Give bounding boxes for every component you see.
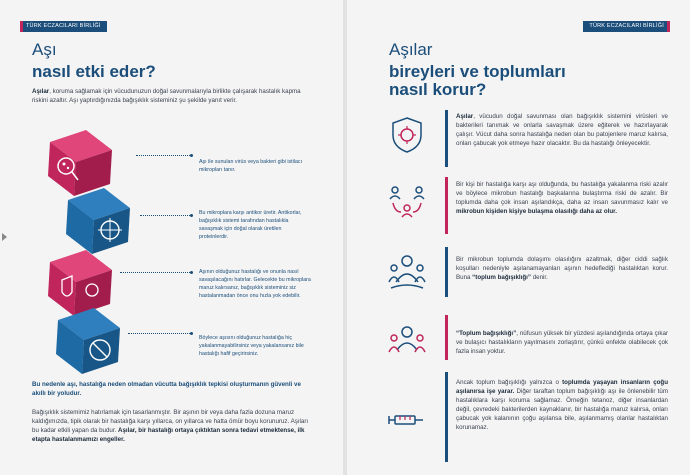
block-5-bold: toplumda yaşayan insanların çoğu aşılanırsa işe yarar.: [456, 379, 668, 395]
vaccine-syringe-icon: [387, 400, 427, 440]
right-block-1: [456, 112, 668, 148]
right-title-bold-1: bireyleri ve toplumları: [389, 62, 566, 81]
step-dot: [190, 154, 193, 157]
block-divider: [445, 315, 448, 360]
virus-shield-icon: [387, 115, 427, 155]
left-title-bold: nasıl etki eder?: [32, 62, 156, 81]
header-tag-left: TÜRK ECZACILARI BİRLİĞİ: [20, 21, 107, 32]
block-2-rest: Bir kişi bir hastalığa karşı aşı olduğunda, bu hastalığa yakalanma riski azalır ve böylece mikrobun hastalığı başkalarına bulaştırma riski de azalır. Bir toplumda daha çok insan aşılandıkça, daha az insan savunmasız kalır ve: [456, 181, 668, 206]
block-5-pre: Ancak toplum bağışıklığı yalnızca o: [456, 379, 563, 386]
closing-bold: Aşılar, bir hastalığı ortaya çıktıktan sonra tedavi etmektense, ilk etapta hastalanmamızı engeller.: [32, 427, 305, 443]
previous-page-arrow-icon[interactable]: [2, 233, 7, 241]
intro-rest: , koruma sağlamak için vücudunuzun doğal savunmalarıyla birlikte çalışarak hastalık kapma riskini azaltır. Aşı yaptırdığınızda bağışıklık sisteminiz şu şekilde yanıt verir.: [32, 88, 301, 104]
step-connector: [120, 272, 192, 273]
right-block-4: [456, 329, 668, 356]
block-3-rest: Bir mikrobun toplumda dolaşımı olasılığını azaltmak, diğer ciddi sağlık koşulları nedeniyle aşılanamayanları aşının hedeflediği hastalıktan korur. Buna: [456, 256, 668, 281]
block-3-tail: denir.: [530, 274, 548, 281]
block-divider: [445, 110, 448, 167]
block-1-bold: Aşılar: [456, 113, 474, 120]
step-4-text: Böylece aşısını olduğunuz hastalığa hiç yakalanmayabilirsiniz veya yakalansanız bile hastalığı hafif geçirirsiniz.: [199, 335, 304, 357]
block-5-rest: Diğer taraftan toplum bağışıklığı aşı ile önlenebilir tüm hastalıklara karşı koruma sağlamaz. Örneğin tetanoz, diğer insanlardan değil, çevredeki bakterilerden kaynaklanır, bir hastalığa maruz kalırsa, onları çabucak yok kalanının çoğu aşılansa bile, aşılanmamış olanlar hastalıktan korunamaz.: [456, 388, 668, 431]
no-virus-icon: [50, 300, 126, 376]
step-3-text: Aşının olduğunuz hastalığı ve onunla nasıl savaşılacağını hatırlar. Gelecekte bu mikroplara maruz kalırsanız, bağışıklık sisteminiz siz hastalanmadan önce onu hızla yok edebilir.: [199, 269, 311, 299]
block-divider: [445, 177, 448, 234]
left-lead: Bu nedenle aşı, hastalığa neden olmadan vücutta bağışıklık tepkisi oluşturmanın güvenli ve akıllı bir yoludur.: [32, 381, 301, 397]
block-1-rest: , vücudun doğal savunması olan bağışıklık sistemini virüsleri ve bakterileri tanımak ve onlarla savaşmak üzere eğiterek ve hazırlayarak çalışır. Vücut daha sonra hastalığa neden olan bu patojenlere maruz kalırsa, onları çabucak yok etmeye hazır olacaktır. Bu da hastalığı önleyecektir.: [456, 113, 668, 147]
right-title-light: Aşılar: [389, 40, 433, 59]
family-icon: [387, 252, 427, 292]
right-block-5: [456, 378, 668, 432]
people-network-icon: [387, 182, 427, 222]
block-divider: [445, 372, 448, 462]
step-dot: [190, 271, 193, 274]
right-block-2: [456, 180, 668, 216]
block-3-bold: “toplum bağışıklığı”: [472, 274, 531, 281]
closing-rest: Bağışıklık sistemimiz hatırlamak için tasarlanmıştır. Bir aşının bir veya daha fazla dozuna maruz kaldığımızda, tipik olarak bir hastalığa karşı yıllarca, on yıllarca ve hatta ömür boyu korunuruz. Aşıları bu kadar etkili yapan da budur.: [32, 409, 309, 434]
right-block-3: [456, 255, 668, 282]
left-intro: [32, 87, 302, 105]
block-divider: [445, 247, 448, 297]
intro-bold: Aşılar: [32, 88, 50, 95]
block-2-bold: mikrobun kişiden kişiye bulaşma olasılığı daha az olur.: [456, 208, 617, 215]
step-1-text: Aşı ile sunulan virüs veya bakteri gibi istilacı mikropları tanır.: [199, 159, 303, 173]
step-dot: [190, 332, 193, 335]
right-title-bold-2: nasıl korur?: [389, 80, 487, 99]
header-tag-right: TÜRK ECZACILARI BİRLİĞİ: [583, 21, 670, 32]
step-connector: [140, 215, 192, 216]
block-4-rest: , nüfusun yüksek bir yüzdesi aşılandığında ortaya çıkar ve bulaşıcı hastalıkların yayılmasını zorlaştırır, çünkü enfekte olabilecek çok fazla insan yoktur.: [456, 330, 668, 355]
step-connector: [136, 155, 192, 156]
left-title-light: Aşı: [32, 40, 57, 59]
people-group-icon: [387, 320, 427, 360]
step-connector: [128, 333, 192, 334]
step-dot: [190, 214, 193, 217]
block-4-bold: “Toplum bağışıklığı”: [456, 330, 517, 337]
step-2-text: Bu mikroplara karşı antikor üretir. Antikorlar, bağışıklık sistemi tarafından hastalıkla savaşmak için doğal olarak üretilen proteinlerdir.: [199, 210, 302, 240]
left-closing: [32, 408, 310, 444]
